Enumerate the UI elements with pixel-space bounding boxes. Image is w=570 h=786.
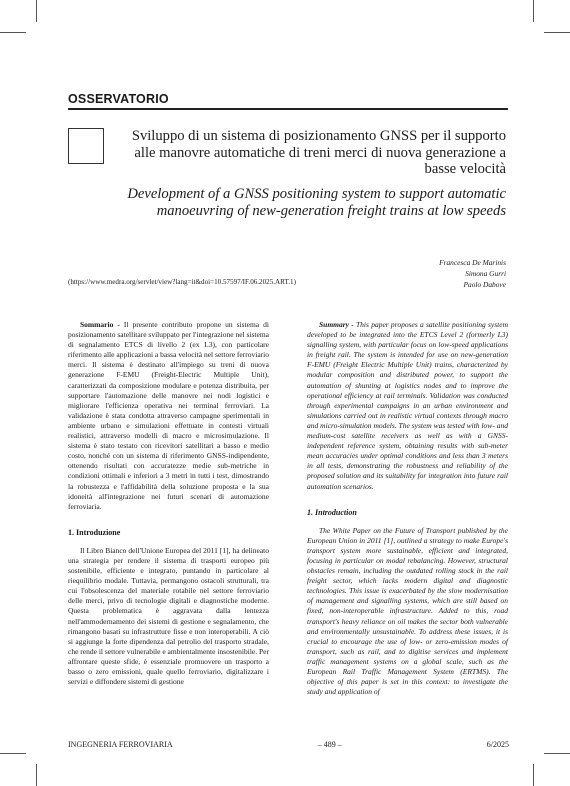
- abstract-lead: Sommario -: [80, 320, 120, 329]
- column-italian: [68, 320, 269, 687]
- section-heading: 1. Introduzione: [68, 527, 121, 537]
- author-list: [306, 257, 506, 290]
- abstract-text: Il presente contributo propone un sistema di posizionamento satellitare sviluppato per l'integrazione nel sistema di segnalamento ETCS di livello 2 (ex L3), con particolare riferimento alle applicazioni a bassa velocità nel settore ferroviario merci. Il sistema è destinato all'impiego su treni di nuova generazione F-EMU (Freight-Electric Multiple Unit), caratterizzati da composizione modulare e potenza distribuita, per supportare l'automazione delle manovre nei nodi logistici e migliorare l'efficienza operativa nei terminal ferroviari. La validazione è stata condotta attraverso campagne sperimentali in ambiente urbano e simulazioni effettuate in contesti virtuali realistici, attraverso modelli di macro e microsimulazione. Il sistema è stato testato con ricevitori satellitari a basso e medio costo, nonché con un sistema di riferimento GNSS-indipendente, ottenendo risultati con accuratezze medie sub-metriche in condizioni ottimali e inferiori a 3 metri in tutti i test, dimostrando la robustezza e l'affidabilità della soluzione proposta e la sua idoneità all'integrazione nei futuri scenari di automazione ferroviaria.: [68, 320, 269, 511]
- author-name: Simona Gurri: [465, 269, 506, 278]
- crop-mark: [544, 32, 570, 33]
- doi-link[interactable]: (https://www.medra.org/servlet/view?lang=it&doi=10.57597/IF.06.2025.ART.1): [68, 278, 296, 286]
- crop-mark: [544, 753, 570, 754]
- section-label: OSSERVATORIO: [68, 92, 169, 106]
- crop-mark: [533, 764, 534, 786]
- page-footer: [68, 740, 509, 749]
- crop-mark: [0, 753, 26, 754]
- intro-paragraph: The White Paper on the Future of Transport published by the European Union in 2011 [1], outlined a strategy to make Europe's transport system more sustainable, efficient and integrated, focusing in particular on modal rebalancing. However, structural obstacles remain, including the outdated rolling stock in the rail freight sector, which lacks modern digital and diagnostic technologies. This issue is exacerbated by the slow modernisation of management and signalling systems, which are still based on fixed, non-interoperable infrastructure. Added to this, road transport's heavy reliance on oil makes the sector both vulnerable and environmentally unsustainable. To address these issues, it is crucial to encourage the use of low- or zero-emission modes of transport, such as rail, and to digitise services and implement traffic management systems on a global scale, such as the European Rail Traffic Management System (ERTMS). The objective of this paper is set in this context: to investigate the study and application of: [307, 525, 508, 697]
- crop-mark: [0, 32, 26, 33]
- author-name: Paolo Dabove: [463, 280, 506, 289]
- journal-name: INGEGNERIA FERROVIARIA: [68, 740, 173, 749]
- abstract-lead: Summary -: [319, 320, 354, 329]
- abstract-italian: [68, 320, 269, 512]
- abstract-text: This paper proposes a satellite positioning system developed to be integrated into the ETCS Level 2 (formerly L3) signalling system, with particular focus on low-speed applications in freight rail. The system is intended for use on new-generation F-EMU (Freight Electric Multiple Unit) trains, characterized by modular composition and distributed power, to support the automation of shunting at logistics nodes and to improve the operational efficiency at rail terminals. Validation was conducted through experimental campaigns in an urban environment and simulations carried out in realistic virtual contexts through macro and micro-simulation models. The system was tested with low- and medium-cost satellite receivers as well as with a GNSS-independent reference system, obtaining results with sub-meter mean accuracies under optimal conditions and less than 3 meters in all tests, demonstrating the robustness and reliability of the proposed solution and its suitability for integration into future rail automation scenarios.: [307, 320, 508, 491]
- crop-mark: [533, 0, 534, 22]
- section-heading: 1. Introduction: [307, 507, 357, 517]
- crop-mark: [36, 0, 37, 22]
- intro-paragraph: Il Libro Bianco dell'Unione Europea del 2011 [1], ha delineato una strategia per rendere il sistema di trasporti europeo più sostenibile, efficiente e integrato, puntando in particolare al riequilibrio modale. Tuttavia, permangono ostacoli strutturali, tra cui l'obsolescenza del materiale rotabile nel settore ferroviario delle merci, privo di tecnologie digitali e diagnostiche moderne. Questa problematica è aggravata dalla lentezza nell'ammodernamento dei sistemi di gestione e segnalamento, che rimangono basati su infrastrutture fisse e non interoperabili. A ciò si aggiunge la forte dipendenza dal petrolio del trasporto stradale, che rende il settore vulnerabile e ambientalmente insostenibile. Per affrontare queste sfide, è essenziale promuovere un trasporto a basso o zero emissioni, quale quello ferroviario, digitalizzare i servizi e diffondere sistemi di gestione: [68, 545, 269, 687]
- page-number: – 489 –: [317, 740, 342, 749]
- author-name: Francesca De Marinis: [439, 258, 506, 267]
- title-italian: Sviluppo di un sistema di posizionamento GNSS per il supporto alle manovre automatiche di treni merci di nuova generazione a basse velocità: [131, 128, 506, 178]
- crop-mark: [36, 764, 37, 786]
- issue-number: 6/2025: [486, 740, 509, 749]
- column-english: [307, 320, 508, 697]
- decorative-square: [68, 128, 104, 164]
- title-english: Development of a GNSS positioning system to support automatic manoeuvring of new-generation freight trains at low speeds: [127, 186, 506, 219]
- section-rule: [68, 108, 508, 110]
- abstract-english: [307, 320, 508, 492]
